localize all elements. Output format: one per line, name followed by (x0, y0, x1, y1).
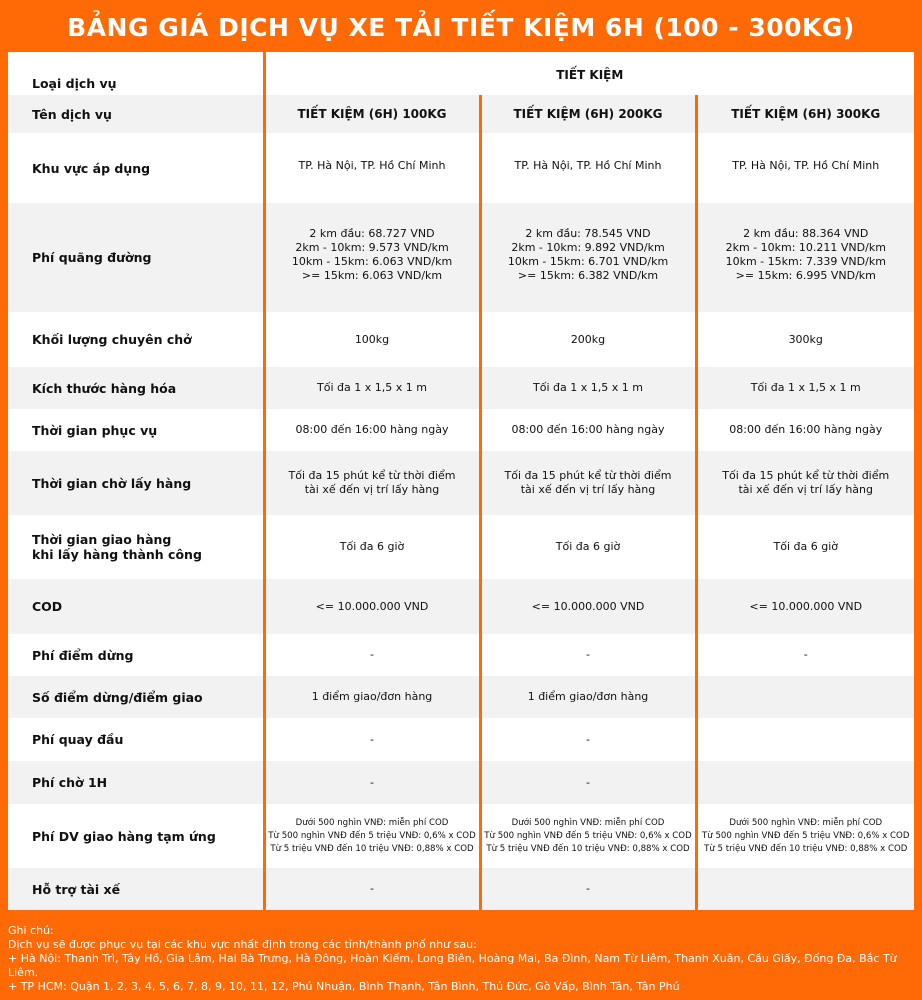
service-time-300kg: 08:00 đến 16:00 hàng ngày (729, 423, 883, 436)
driver-support-100kg: - (264, 868, 480, 910)
area-value-200kg: TP. Hà Nội, TP. Hồ Chí Minh (480, 133, 696, 203)
wait-time-label: Thời gian chờ lấy hàng (8, 451, 264, 515)
weight-value-300kg: 300kg (788, 332, 823, 346)
price-table (8, 52, 914, 910)
header-group: TIẾT KIỆM (556, 68, 624, 82)
wait-time-300kg: Tối đa 15 phút kể từ thời điểm tài xế đến vị trí lấy hàng (696, 451, 914, 515)
names-label: Tên dịch vụ (8, 95, 264, 133)
notes-intro: Dịch vụ sẽ được phục vụ tại các khu vực nhất định trong các tỉnh/thành phố như sau: (8, 938, 477, 951)
page-title: BẢNG GIÁ DỊCH VỤ XE TẢI TIẾT KIỆM 6H (100 - 300KG) (67, 13, 855, 42)
driver-support-300kg (696, 868, 914, 910)
wait-fee-200kg: - (480, 761, 696, 804)
stops-value-100kg: 1 điểm giao/đơn hàng (264, 676, 480, 718)
stop-fee-100kg: - (264, 634, 480, 676)
service-time-label: Thời gian phục vụ (8, 409, 264, 451)
stops-value-200kg: 1 điểm giao/đơn hàng (480, 676, 696, 718)
area-value-300kg: TP. Hà Nội, TP. Hồ Chí Minh (732, 159, 880, 172)
notes-section (8, 924, 914, 994)
size-value-300kg: Tối đa 1 x 1,5 x 1 m (696, 367, 914, 409)
size-label: Kích thước hàng hóa (8, 367, 264, 409)
size-value-200kg: Tối đa 1 x 1,5 x 1 m (480, 367, 696, 409)
advance-fee-100kg: Dưới 500 nghìn VNĐ: miễn phí COD Từ 500 nghìn VNĐ đến 5 triệu VNĐ: 0,6% x COD Từ 5 triệu VNĐ đến 10 triệu VNĐ: 0,88% x COD (264, 804, 480, 868)
size-value-100kg: Tối đa 1 x 1,5 x 1 m (264, 367, 480, 409)
service-time-200kg: 08:00 đến 16:00 hàng ngày (480, 409, 696, 451)
distance-fee-label: Phí quãng đường (8, 203, 264, 312)
return-fee-200kg: - (480, 718, 696, 761)
return-fee-100kg: - (264, 718, 480, 761)
service-name-200kg: TIẾT KIỆM (6H) 200KG (480, 95, 696, 133)
stop-fee-200kg: - (480, 634, 696, 676)
driver-support-200kg: - (480, 868, 696, 910)
weight-value-200kg: 200kg (480, 312, 696, 367)
cod-value-100kg: <= 10.000.000 VND (264, 579, 480, 634)
service-name-300kg: TIẾT KIỆM (6H) 300KG (696, 95, 914, 133)
delivery-time-100kg: Tối đa 6 giờ (264, 515, 480, 579)
return-fee-300kg (696, 718, 914, 761)
distance-fee-200kg: 2 km đầu: 78.545 VND 2km - 10km: 9.892 VND/km 10km - 15km: 6.701 VND/km >= 15km: 6.382 VND/km (480, 203, 696, 312)
advance-fee-200kg: Dưới 500 nghìn VNĐ: miễn phí COD Từ 500 nghìn VNĐ đến 5 triệu VNĐ: 0,6% x COD Từ 5 triệu VNĐ đến 10 triệu VNĐ: 0,88% x COD (480, 804, 696, 868)
notes-hcm: + TP HCM: Quận 1, 2, 3, 4, 5, 6, 7, 8, 9, 10, 11, 12, Phú Nhuận, Bình Thạnh, Tân Bình, Thủ Đức, Gò Vấp, Bình Tân, Tân Phú (8, 980, 680, 993)
distance-fee-100kg: 2 km đầu: 68.727 VND 2km - 10km: 9.573 VND/km 10km - 15km: 6.063 VND/km >= 15km: 6.063 VND/km (264, 203, 480, 312)
stop-fee-300kg: - (803, 648, 808, 661)
header-label: Loại dịch vụ (8, 52, 264, 95)
wait-fee-label: Phí chờ 1H (8, 761, 264, 804)
price-table-panel (8, 52, 914, 910)
stops-label: Số điểm dừng/điểm giao (8, 676, 264, 718)
area-value-100kg: TP. Hà Nội, TP. Hồ Chí Minh (264, 133, 480, 203)
driver-support-label: Hỗ trợ tài xế (8, 868, 264, 910)
weight-value-100kg: 100kg (264, 312, 480, 367)
cod-value-200kg: <= 10.000.000 VND (480, 579, 696, 634)
wait-fee-100kg: - (264, 761, 480, 804)
wait-time-200kg: Tối đa 15 phút kể từ thời điểm tài xế đến vị trí lấy hàng (480, 451, 696, 515)
advance-fee-300kg: Dưới 500 nghìn VNĐ: miễn phí COD Từ 500 nghìn VNĐ đến 5 triệu VNĐ: 0,6% x COD Từ 5 triệu VNĐ đến 10 triệu VNĐ: 0,88% x COD (702, 817, 910, 854)
cod-value-300kg: <= 10.000.000 VND (696, 579, 914, 634)
cod-label: COD (8, 579, 264, 634)
return-fee-label: Phí quay đầu (8, 718, 264, 761)
wait-fee-300kg (696, 761, 914, 804)
service-time-100kg: 08:00 đến 16:00 hàng ngày (264, 409, 480, 451)
advance-fee-label: Phí DV giao hàng tạm ứng (8, 804, 264, 868)
wait-time-100kg: Tối đa 15 phút kể từ thời điểm tài xế đến vị trí lấy hàng (264, 451, 480, 515)
delivery-time-300kg: Tối đa 6 giờ (773, 540, 838, 553)
stops-value-300kg (696, 676, 914, 718)
weight-label: Khối lượng chuyên chở (8, 312, 264, 367)
stop-fee-label: Phí điểm dừng (8, 634, 264, 676)
notes-hanoi: + Hà Nội: Thanh Trì, Tây Hồ, Gia Lâm, Hai Bà Trưng, Hà Đông, Hoàn Kiếm, Long Biên, Hoàng Mai, Ba Đình, Nam Từ Liêm, Thanh Xuân, Cầu Giấy, Đống Đa, Bắc Từ Liêm. (8, 952, 897, 979)
delivery-time-200kg: Tối đa 6 giờ (480, 515, 696, 579)
area-label: Khu vực áp dụng (8, 133, 264, 203)
service-name-100kg: TIẾT KIỆM (6H) 100KG (264, 95, 480, 133)
delivery-time-label: Thời gian giao hàng khi lấy hàng thành công (8, 515, 264, 579)
distance-fee-300kg: 2 km đầu: 88.364 VND 2km - 10km: 10.211 VND/km 10km - 15km: 7.339 VND/km >= 15km: 6.995 VND/km (696, 203, 914, 312)
notes-heading: Ghi chú: (8, 924, 54, 937)
